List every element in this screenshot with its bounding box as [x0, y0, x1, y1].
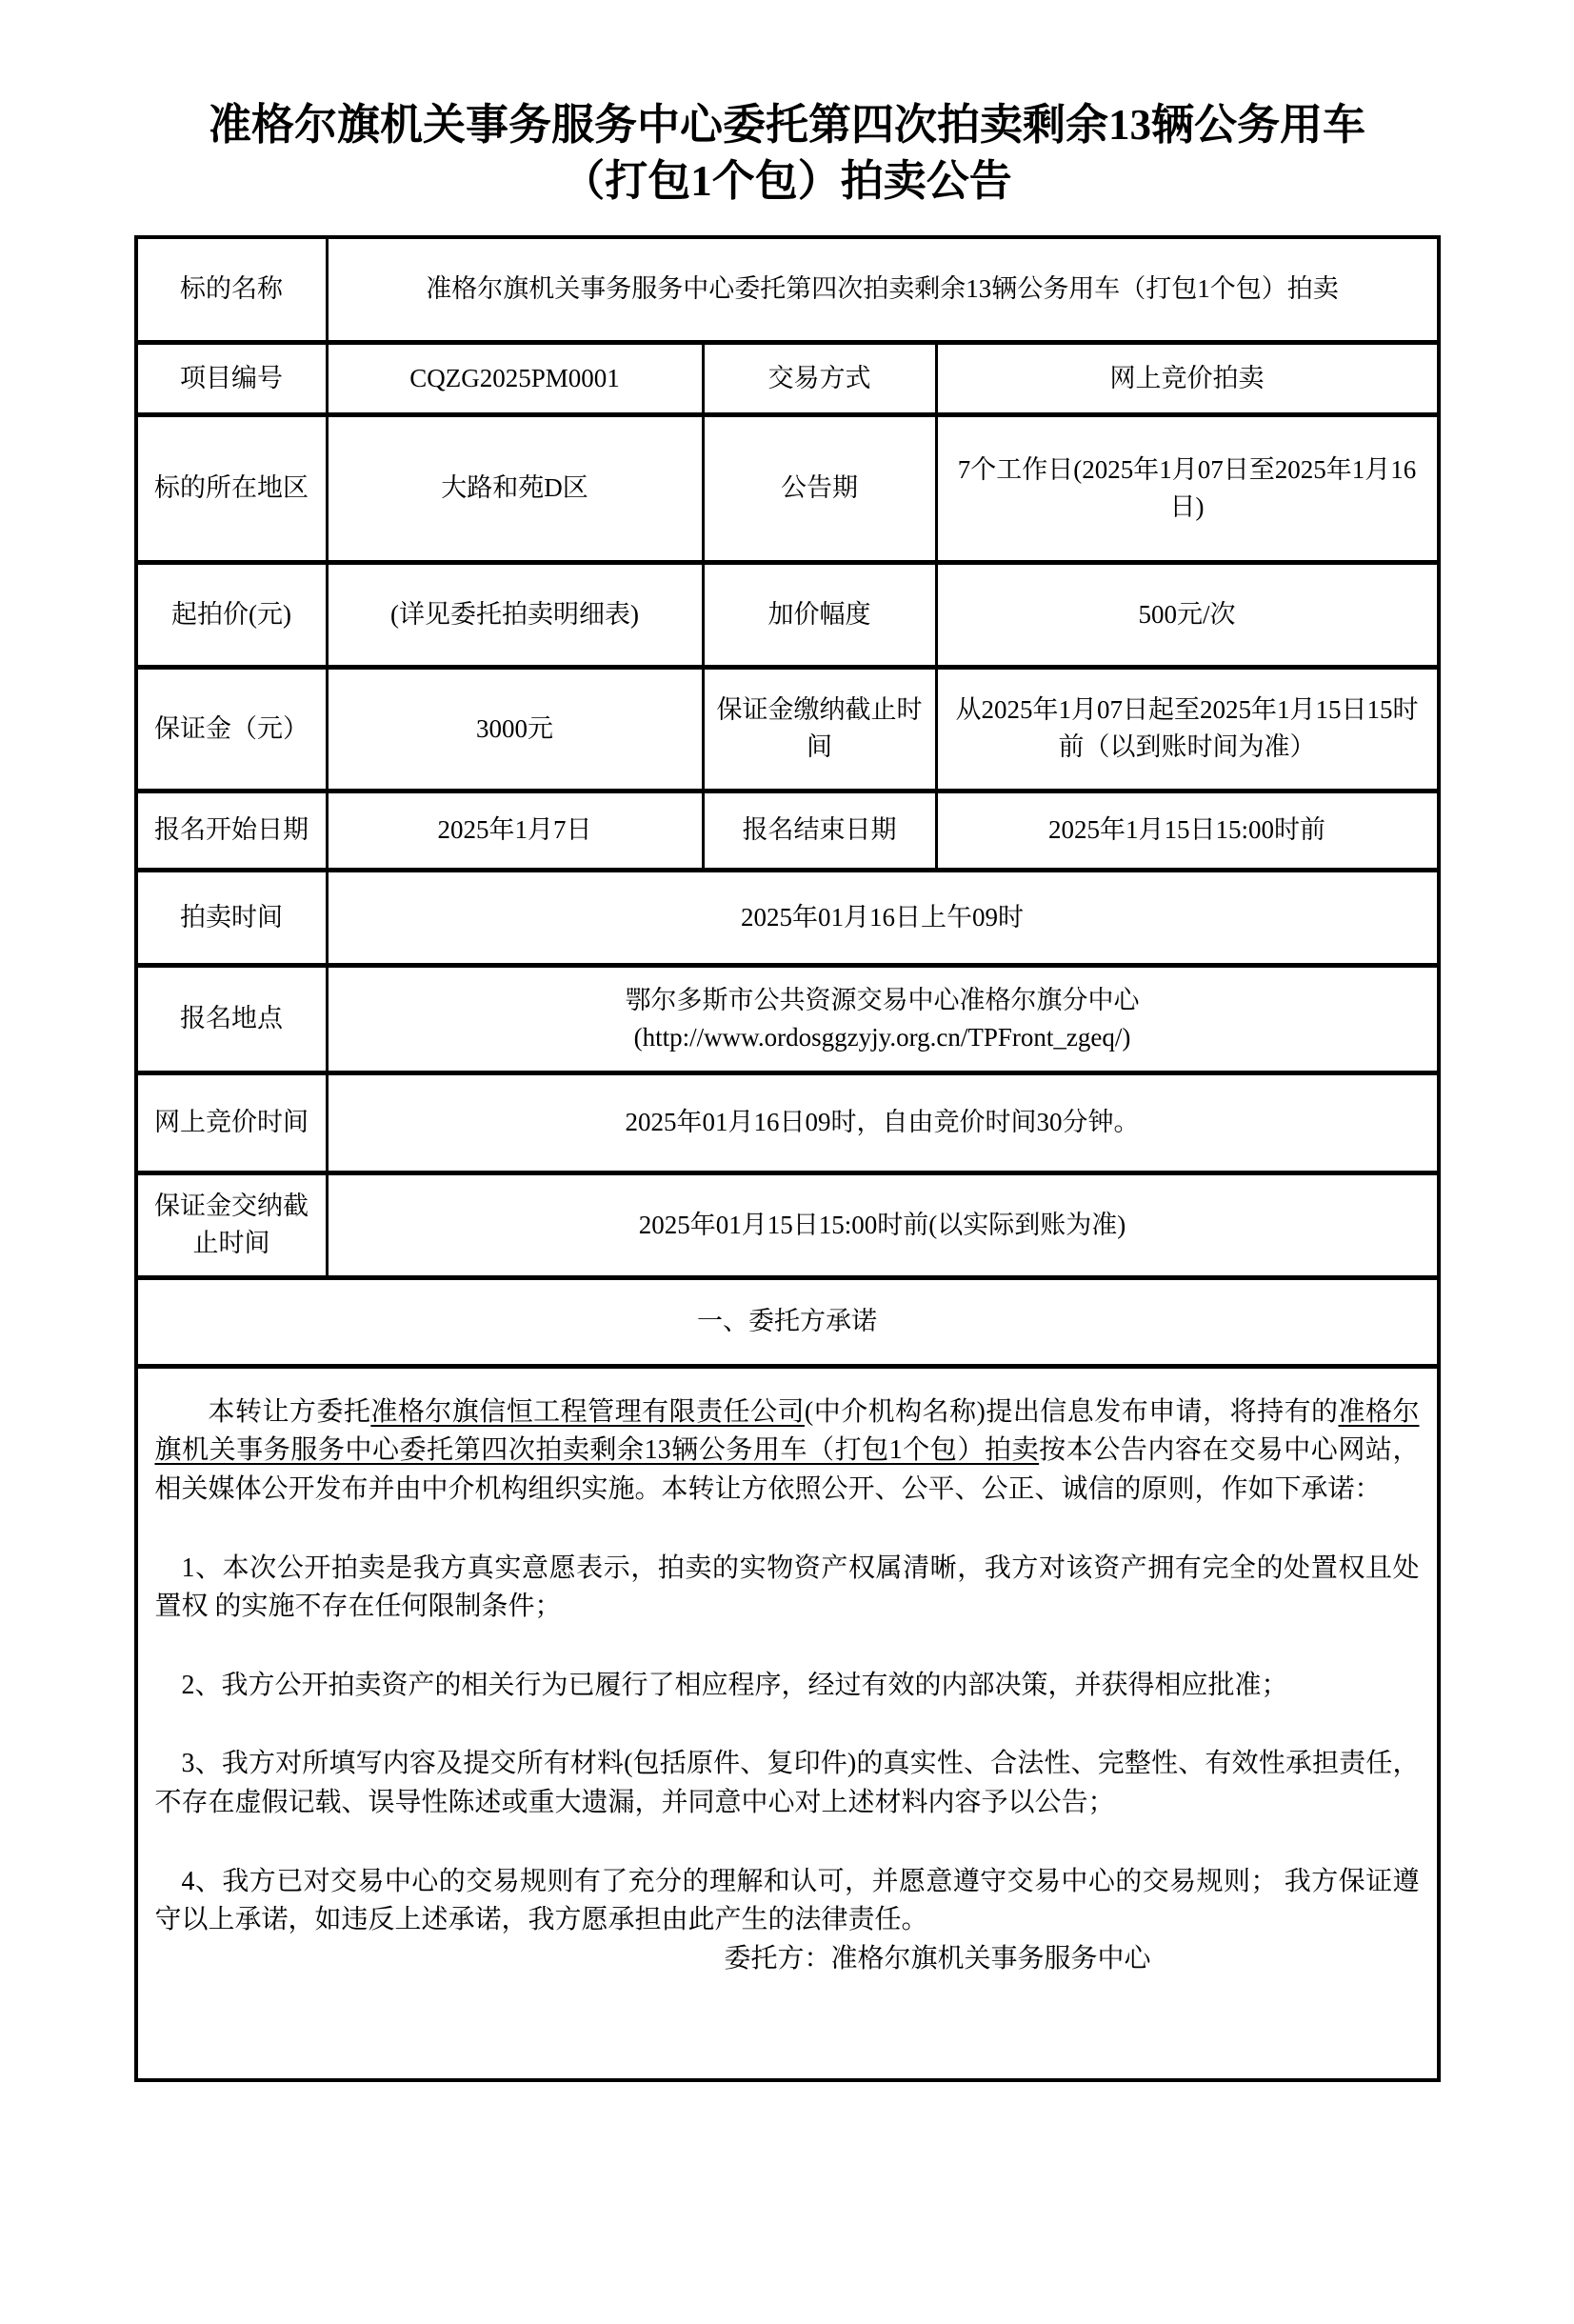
- trade-method-label: 交易方式: [702, 345, 935, 412]
- table-row-project-number: [138, 340, 1437, 412]
- registration-place-url: (http://www.ordosggzyjy.org.cn/TPFront_zgeq/): [633, 1022, 1131, 1052]
- deposit-value: 3000元: [326, 670, 702, 789]
- announcement-period-value: 7个工作日(2025年1月07日至2025年1月16日): [935, 417, 1437, 560]
- registration-place-value: [326, 968, 1437, 1071]
- consignor-signature: 委托方：准格尔旗机关事务服务中心: [724, 1943, 1151, 1973]
- commitment-item-1: 1、本次公开拍卖是我方真实意愿表示，拍卖的实物资产权属清晰，我方对该资产拥有完全的处置权且处置权 的实施不存在任何限制条件；: [154, 1553, 1420, 1622]
- starting-price-label: 起拍价(元): [171, 599, 291, 629]
- page-title: [57, 97, 1517, 210]
- table-row-deposit-payment-deadline: [138, 1171, 1437, 1275]
- auction-announcement-page: [0, 97, 1574, 2324]
- intermediary-agency-name: 准格尔旗信恒工程管理有限责任公司: [370, 1396, 805, 1427]
- section-header-consignor-commitment: 一、委托方承诺: [697, 1307, 877, 1336]
- commitment-item-3: 3、我方对所填写内容及提交所有材料(包括原件、复印件)的真实性、合法性、完整性、有效性承担责任，不存在虚假记载、误导性陈述或重大遗漏，并同意中心对上述材料内容予以公告；: [154, 1749, 1420, 1817]
- online-bidding-time-label: 网上竞价时间: [154, 1108, 309, 1137]
- registration-start-label: 报名开始日期: [154, 815, 309, 845]
- bid-increment-label: 加价幅度: [702, 565, 935, 665]
- page-title-line1: 准格尔旗机关事务服务中心委托第四次拍卖剩余13辆公务用车: [208, 101, 1365, 149]
- table-row-location: [138, 412, 1437, 560]
- intro-middle: (中介机构名称)提出信息发布申请，将持有的: [804, 1396, 1339, 1427]
- deposit-deadline-label: 保证金缴纳截止时间: [702, 670, 935, 789]
- intro-suffix: 按本公告内容在交易中心网站，相关媒体公开发布并由中介机构组织实施。本转让方依照公开、公平、公正、诚信的原则，作如下承诺：: [154, 1435, 1420, 1504]
- registration-end-value: 2025年1月15日15:00时前: [935, 793, 1437, 868]
- commitment-body: [138, 1369, 1437, 2078]
- commitment-item-2: 2、我方公开拍卖资产的相关行为已履行了相应程序，经过有效的内部决策，并获得相应批准；: [181, 1670, 1288, 1700]
- deposit-deadline-value: 从2025年1月07日起至2025年1月15日15时前（以到账时间为准）: [935, 670, 1437, 789]
- announcement-period-label: 公告期: [702, 417, 935, 560]
- table-row-registration-dates: [138, 789, 1437, 868]
- registration-place-label: 报名地点: [180, 1004, 283, 1033]
- deposit-payment-deadline-value: 2025年01月15日15:00时前(以实际到账为准): [326, 1175, 1437, 1275]
- table-row-section-header: [138, 1275, 1437, 1364]
- announcement-table: [134, 235, 1441, 2082]
- bid-increment-value: 500元/次: [935, 565, 1437, 665]
- online-bidding-time-value: 2025年01月16日09时，自由竞价时间30分钟。: [326, 1075, 1437, 1171]
- auction-time-value: 2025年01月16日上午09时: [326, 872, 1437, 963]
- subject-name-label: 标的名称: [180, 274, 283, 304]
- location-label: 标的所在地区: [154, 473, 309, 503]
- project-number-value: CQZG2025PM0001: [326, 345, 702, 412]
- auction-time-label: 拍卖时间: [180, 902, 283, 932]
- trade-method-value: 网上竞价拍卖: [935, 345, 1437, 412]
- page-title-line2: （打包1个包）拍卖公告: [562, 157, 1012, 206]
- table-row-deposit: [138, 665, 1437, 789]
- table-row-commitment-body: [138, 1364, 1437, 2078]
- starting-price-value: (详见委托拍卖明细表): [326, 565, 702, 665]
- registration-end-label: 报名结束日期: [702, 793, 935, 868]
- location-value: 大路和苑D区: [326, 417, 702, 560]
- table-row-subject-name: [138, 239, 1437, 340]
- table-row-auction-time: [138, 868, 1437, 963]
- deposit-payment-deadline-label: 保证金交纳截止时间: [154, 1192, 309, 1258]
- commitment-intro-paragraph: [155, 1393, 1420, 1510]
- intro-prefix: 本转让方委托: [208, 1396, 371, 1427]
- table-row-starting-price: [138, 560, 1437, 665]
- registration-start-value: 2025年1月7日: [326, 793, 702, 868]
- subject-name-value: 准格尔旗机关事务服务中心委托第四次拍卖剩余13辆公务用车（打包1个包）拍卖: [326, 239, 1437, 340]
- auction-project-name: 准格尔旗机关事务服务中心委托第四次拍卖剩余13辆公务用车（打包1个包）拍卖: [154, 1396, 1420, 1466]
- registration-place-name: 鄂尔多斯市公共资源交易中心准格尔旗分中心: [625, 985, 1140, 1014]
- table-row-registration-place: [138, 963, 1437, 1071]
- deposit-label: 保证金（元）: [154, 713, 309, 743]
- project-number-label: 项目编号: [180, 363, 283, 392]
- commitment-item-4: 4、我方已对交易中心的交易规则有了充分的理解和认可，并愿意遵守交易中心的交易规则； 我方保证遵守以上承诺，如违反上述承诺，我方愿承担由此产生的法律责任。: [154, 1866, 1420, 1935]
- table-row-online-bidding-time: [138, 1071, 1437, 1171]
